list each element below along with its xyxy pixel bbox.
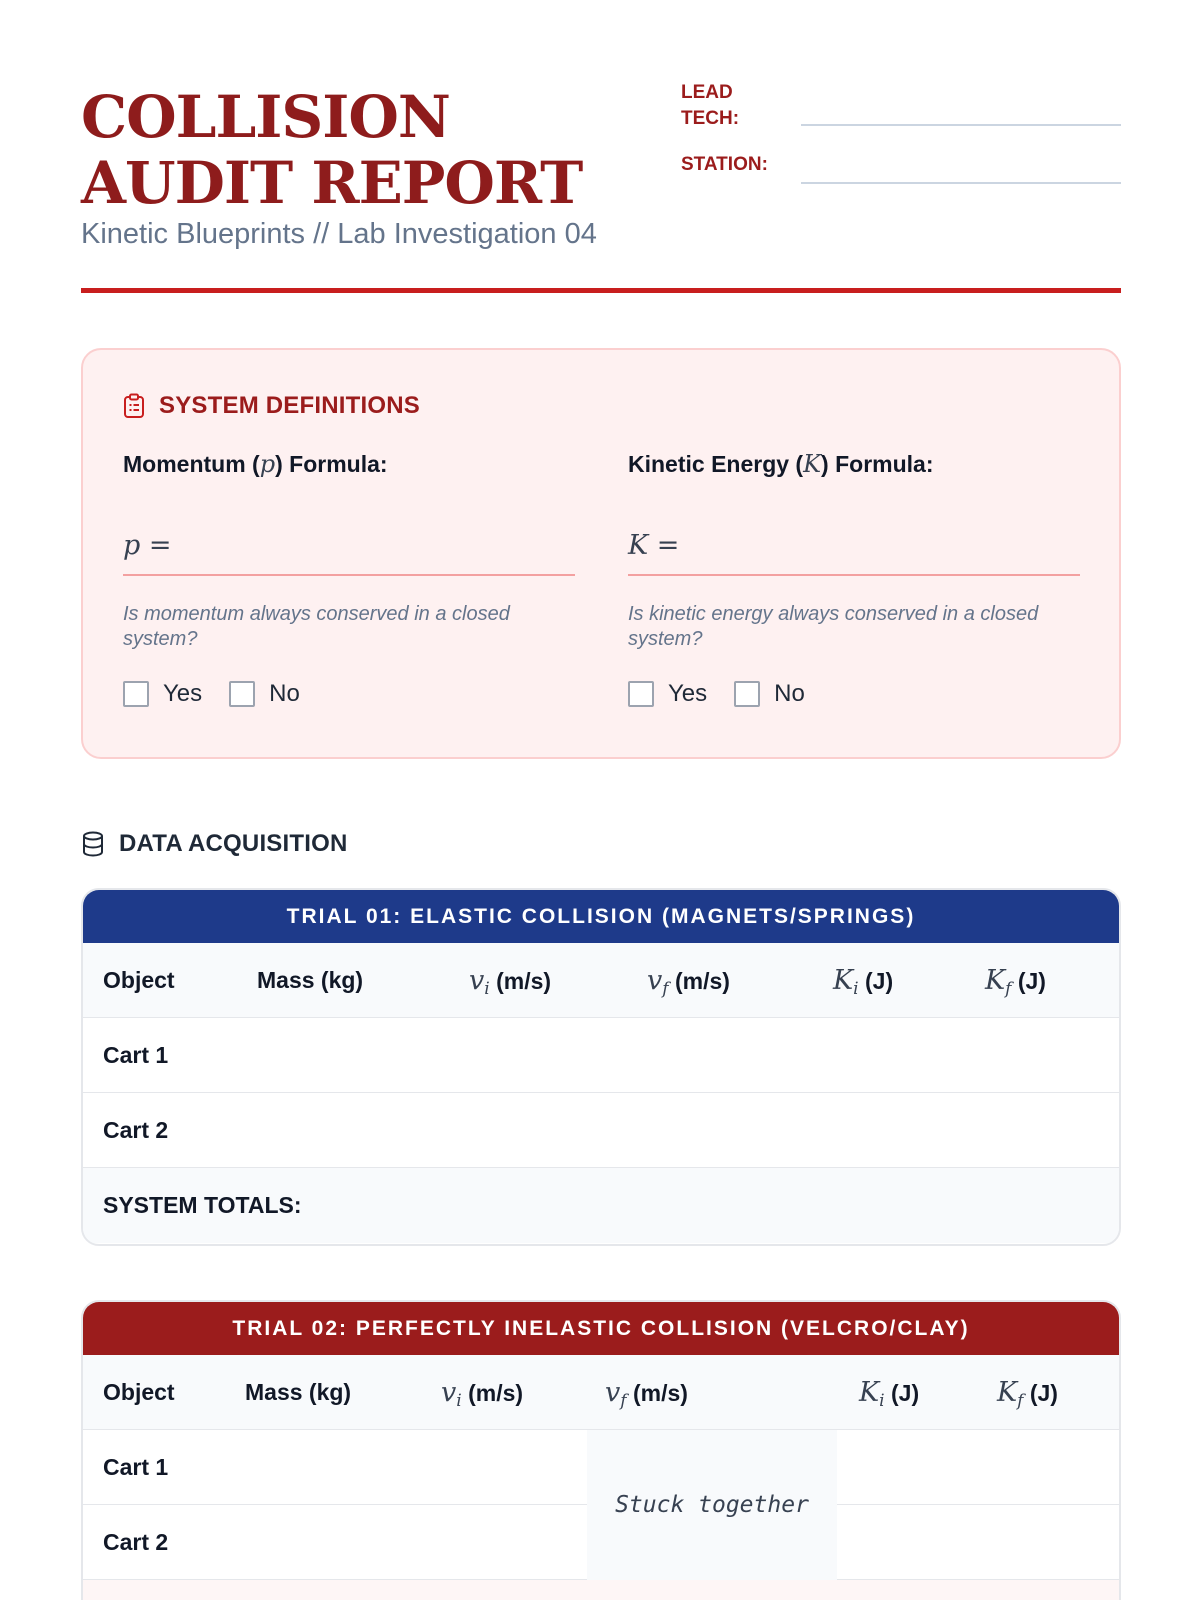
yes-label: Yes (668, 680, 708, 707)
station-field[interactable] (801, 182, 1121, 184)
energy-heading-post: ) Formula: (821, 451, 934, 477)
trial-02-grid (83, 1355, 1119, 1600)
page-title: COLLISION AUDIT REPORT (81, 83, 583, 217)
col-vi: $v_i$ (m/s) (441, 1377, 524, 1411)
col-vf: $v_f$ (m/s) (647, 965, 730, 999)
table-row[interactable] (83, 1093, 1119, 1168)
trial-02-title: TRIAL 02: PERFECTLY INELASTIC COLLISION (VELCRO/CLAY) (83, 1302, 1119, 1355)
checkbox[interactable] (734, 681, 760, 707)
database-icon (81, 831, 105, 857)
system-definitions-panel (81, 348, 1121, 759)
energy-column (628, 450, 1080, 708)
col-object: Object (103, 967, 175, 993)
row-label: Cart 1 (103, 1454, 169, 1480)
col-vi: $v_i$ (m/s) (469, 965, 552, 999)
energy-formula-prefix: K = (628, 530, 680, 561)
lead-tech-label: LEAD TECH: (681, 82, 740, 129)
momentum-column (123, 450, 575, 708)
definitions-title: SYSTEM DEFINITIONS (159, 392, 420, 419)
col-ki: $K_i$ (J) (833, 965, 894, 999)
header-divider (81, 288, 1121, 293)
momentum-heading-post: ) Formula: (275, 451, 388, 477)
clipboard-icon (123, 393, 145, 419)
no-label: No (774, 680, 805, 707)
trial-02-table (81, 1300, 1121, 1600)
acquisition-heading (81, 830, 348, 858)
energy-heading-pre: Kinetic Energy ( (628, 451, 804, 477)
checkbox[interactable] (229, 681, 255, 707)
energy-choices (628, 680, 1080, 708)
table-row[interactable] (83, 1580, 1119, 1600)
energy-heading (628, 450, 1080, 478)
lead-tech-row (681, 84, 1121, 152)
acquisition-title: DATA ACQUISITION (119, 830, 348, 857)
meta-fields (681, 84, 1121, 212)
energy-no-option[interactable] (734, 680, 805, 708)
momentum-heading-pre: Momentum ( (123, 451, 260, 477)
table-row[interactable] (83, 1018, 1119, 1093)
row-label: Cart 2 (103, 1117, 169, 1143)
col-object: Object (103, 1379, 175, 1405)
lead-tech-field[interactable] (801, 124, 1121, 126)
energy-question: Is kinetic energy always conserved in a closed system? (628, 603, 1039, 650)
energy-formula-field[interactable] (628, 530, 1080, 576)
station-label: STATION: (681, 154, 768, 175)
trial-01-grid (83, 943, 1119, 1243)
definitions-heading (123, 392, 420, 420)
col-mass: Mass (kg) (245, 1379, 352, 1405)
trial-01-title: TRIAL 01: ELASTIC COLLISION (MAGNETS/SPRINGS) (83, 890, 1119, 943)
report-header (81, 84, 1121, 296)
momentum-formula-prefix: p = (123, 530, 172, 561)
merged-vf-cell: Stuck together (587, 1430, 837, 1580)
energy-yes-option[interactable] (628, 680, 707, 708)
yes-label: Yes (163, 680, 203, 707)
momentum-heading (123, 450, 575, 478)
momentum-yes-option[interactable] (123, 680, 202, 708)
col-ki: $K_i$ (J) (859, 1377, 920, 1411)
table-header-row (83, 1355, 1119, 1430)
momentum-choices (123, 680, 575, 708)
row-label: Cart 2 (103, 1529, 169, 1555)
checkbox[interactable] (628, 681, 654, 707)
momentum-question: Is momentum always conserved in a closed system? (123, 603, 510, 650)
col-mass: Mass (kg) (257, 967, 364, 993)
col-vf: $v_f$ (m/s) (605, 1377, 688, 1411)
no-label: No (269, 680, 300, 707)
momentum-formula-field[interactable] (123, 530, 575, 576)
trial-01-table (81, 888, 1121, 1246)
momentum-no-option[interactable] (229, 680, 300, 708)
station-row (681, 152, 1121, 212)
row-label: Cart 1 (103, 1042, 169, 1068)
table-header-row (83, 943, 1119, 1018)
energy-symbol: K (803, 450, 822, 478)
col-kf: $K_f$ (J) (985, 965, 1046, 999)
totals-label: SYSTEM TOTALS: (103, 1192, 302, 1218)
page-subtitle: Kinetic Blueprints // Lab Investigation 04 (81, 218, 597, 250)
checkbox[interactable] (123, 681, 149, 707)
momentum-symbol: p (259, 450, 276, 478)
col-kf: $K_f$ (J) (997, 1377, 1058, 1411)
totals-row[interactable] (83, 1168, 1119, 1243)
